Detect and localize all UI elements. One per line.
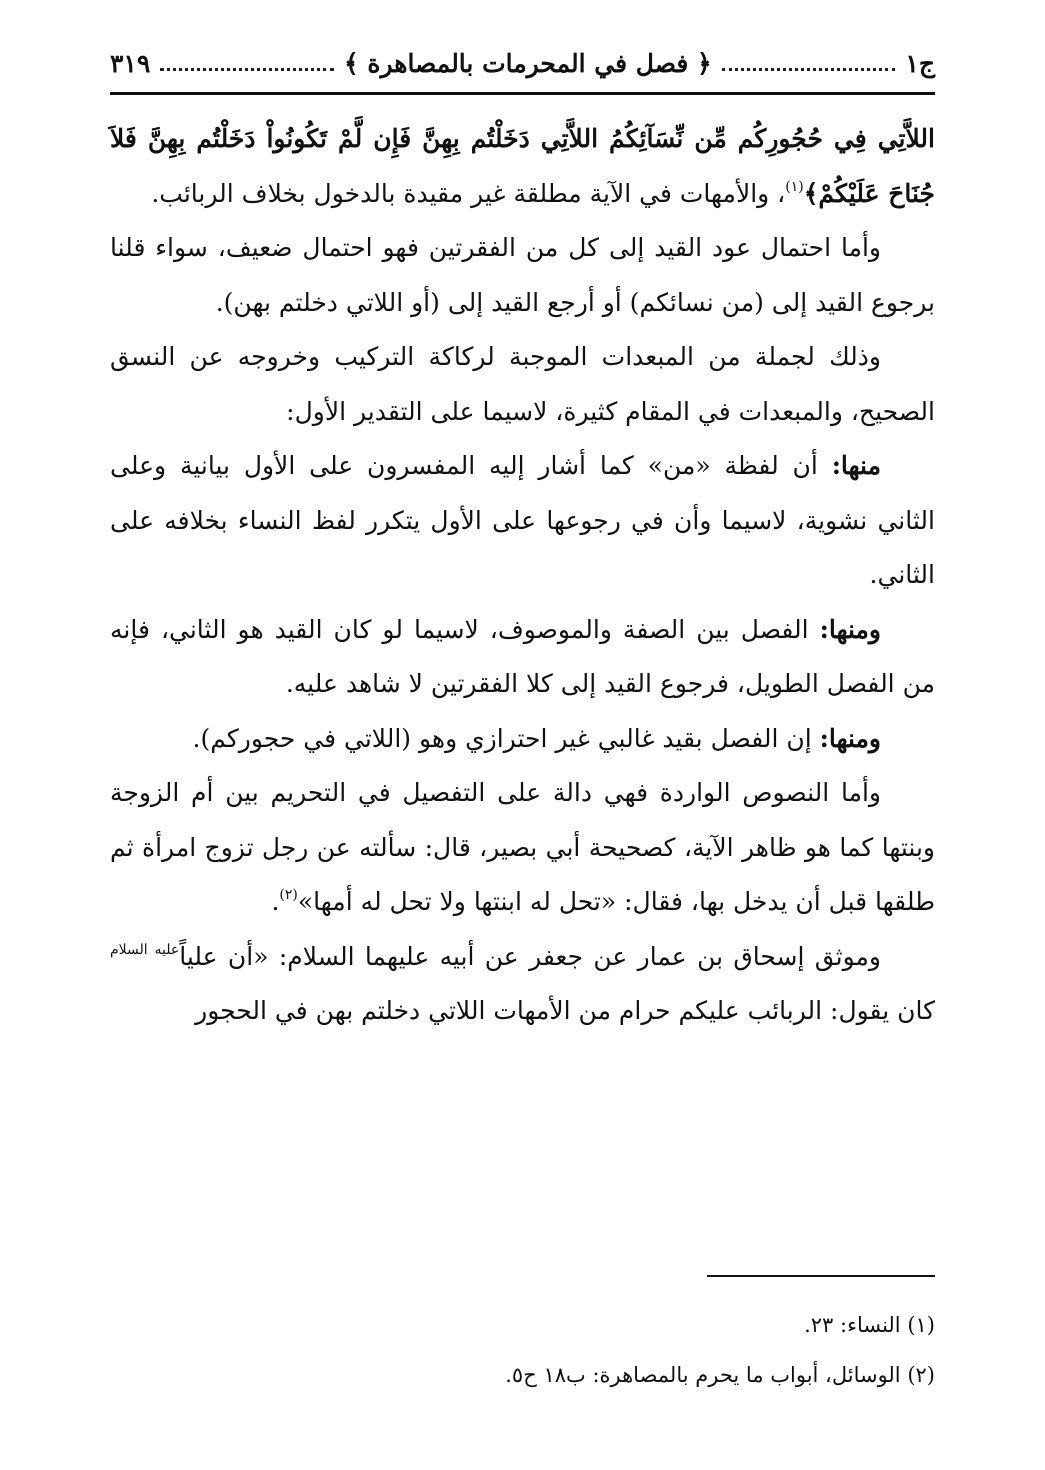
paragraph-text: ، والأمهات في الآية مطلقة غير مقيدة بالدخول بخلاف الربائب. [151,178,786,208]
paragraph [110,766,935,930]
honorific-symbol: عليه السلام [110,941,180,958]
chapter-title: ﴿ فصل في المحرمات بالمصاهرة ﴾ [344,48,712,78]
paragraph [110,439,935,603]
footnote: (٢) الوسائل، أبواب ما يحرم بالمصاهرة: ب١٨ ح٥. [505,1363,935,1387]
paragraph: وأما احتمال عود القيد إلى كل من الفقرتين فهو احتمال ضعيف، سواء قلنا برجوع القيد إلى (من نسائكم) أو أرجع القيد إلى (أو اللاتي دخلتم بهن). [110,233,935,317]
footnote: (١) النساء: ٢٣. [804,1313,935,1337]
paragraph-text: إن الفصل بقيد غالبي غير احترازي وهو (اللاتي في حجوركم). [192,723,820,753]
paragraph-text: كان يقول: الربائب عليكم حرام من الأمهات اللاتي دخلتم بهن في الحجور [195,996,935,1025]
paragraph-text: أن لفظة «من» كما أشار إليه المفسرون على الأول بيانية وعلى الثاني نشوية، لاسيما وأن في رجوعها على الأول يتكرر لفظ النساء بخلافه على الثاني. [110,451,935,589]
footnotes [110,1300,935,1400]
point-label: ومنها: [819,614,881,644]
point-label: منها: [831,451,881,480]
paragraph [110,930,935,1039]
paragraph-text: وأما النصوص الواردة فهي دالة على التفصيل في التحريم بين أم الزوجة وبنتها كما هو ظاهر الآية، كصحيحة أبي بصير، قال: سألته عن رجل تزوج امرأة ثم طلقها قبل أن يدخل بها، فقال: «تحل له ابنتها ولا تحل له أمها» [110,778,935,916]
header-rule [110,92,935,95]
header-dot-leader [160,68,334,71]
page-number: ٣١٩ [110,48,151,78]
paragraph-text: الفصل بين الصفة والموصوف، لاسيما لو كان القيد هو الثاني، فإنه من الفصل الطويل، فرجوع القيد إلى كلا الفقرتين لا شاهد عليه. [110,614,935,698]
main-text [110,112,935,1039]
paragraph [110,112,935,221]
footnote-separator [707,1275,935,1277]
paragraph: وذلك لجملة من المبعدات الموجبة لركاكة التركيب وخروجه عن النسق الصحيح، والمبعدات في المقام كثيرة، لاسيما على التقدير الأول: [110,342,935,426]
volume-label: ج١ [905,48,935,78]
paragraph [110,712,935,767]
paragraph [110,603,935,712]
paragraph-text: . [271,887,280,916]
footnote-ref: (٢) [279,887,298,903]
running-header [110,38,935,88]
quran-verse: اللاَّتِي فِي حُجُورِكُم مِّن نِّسَآئِكُمُ اللاَّتِي دَخَلْتُم بِهِنَّ فَإِن لَّمْ تَكُونُواْ دَخَلْتُم بِهِنَّ فَلاَ جُنَاحَ عَلَيْكُمْ﴾ [110,124,935,208]
footnote-ref: (١) [785,178,804,195]
point-label: ومنها: [819,723,881,753]
paragraph-text: وموثق إسحاق بن عمار عن جعفر عن أبيه عليهما السلام: «أن علياً [179,941,881,971]
header-dot-leader [722,68,896,71]
